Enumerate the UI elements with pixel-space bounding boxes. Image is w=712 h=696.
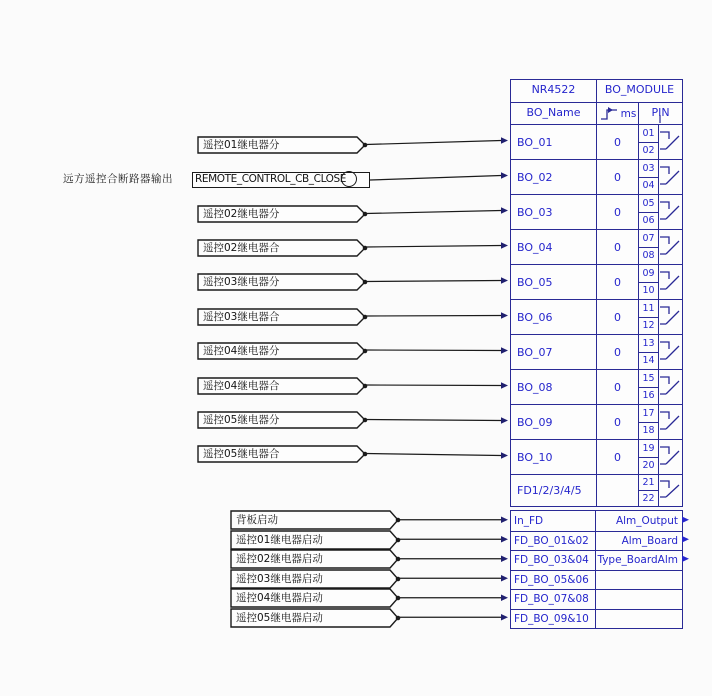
signal-wire — [370, 176, 501, 181]
pin-number: 19 — [639, 440, 658, 458]
signal-tag[interactable] — [230, 549, 402, 569]
input-arrow-icon — [501, 277, 508, 283]
input-arrow-icon — [501, 536, 508, 542]
pin-number: 04 — [642, 180, 655, 192]
sub-row — [511, 609, 682, 629]
sub-output-name: Type_BoardAlm — [597, 554, 678, 567]
signal-wire — [366, 246, 501, 248]
input-arrow-icon — [501, 242, 508, 248]
input-arrow-icon — [501, 614, 508, 620]
ms-label: ms — [620, 107, 637, 120]
sub-row — [511, 589, 682, 609]
signal-wire — [366, 281, 501, 282]
contact-cell — [659, 405, 682, 439]
sub-output-name — [596, 571, 682, 590]
tag-label: 遥控03继电器启动 — [236, 572, 323, 585]
sub-output-name: Alm_Output — [615, 514, 678, 527]
signal-tag[interactable] — [197, 445, 369, 463]
bo-name: BO_04 — [511, 230, 597, 264]
tag-label: 遥控05继电器分 — [203, 414, 280, 426]
signal-tag[interactable] — [230, 569, 402, 589]
bo-name: BO_09 — [511, 405, 597, 439]
bo-row — [511, 369, 682, 404]
bo-row — [511, 159, 682, 194]
signal-tag[interactable] — [197, 411, 369, 429]
signal-tag[interactable] — [197, 342, 369, 360]
signal-tag[interactable] — [230, 588, 402, 608]
signal-tag[interactable] — [197, 273, 369, 291]
bo-name: BO_05 — [511, 265, 597, 299]
ms-value: 0 — [597, 370, 639, 404]
left-annotation-text: 远方遥控合断路器输出 — [63, 173, 173, 185]
input-arrow-icon — [501, 312, 508, 318]
signal-tag[interactable] — [230, 530, 402, 550]
signal-tag[interactable] — [197, 136, 369, 154]
ms-value: 0 — [597, 335, 639, 369]
tag-label: 遥控04继电器合 — [203, 379, 280, 392]
tag-label: 遥控03继电器分 — [203, 276, 280, 288]
contact-cell — [659, 125, 682, 159]
tag-label: 遥控01继电器启动 — [236, 533, 323, 546]
column-header-row — [511, 102, 682, 124]
bo-row — [511, 299, 682, 334]
signal-wire — [366, 420, 501, 421]
bo-module-block[interactable] — [510, 79, 683, 507]
pin-number: 02 — [642, 145, 655, 157]
fd-sub-block[interactable] — [510, 510, 683, 629]
module-model: NR4522 — [511, 80, 597, 102]
bo-name: BO_06 — [511, 300, 597, 334]
sub-row — [511, 531, 682, 551]
input-arrow-icon — [501, 517, 508, 523]
pin-number: 12 — [642, 320, 655, 332]
bo-name: BO_01 — [511, 125, 597, 159]
pin-number: 13 — [639, 335, 658, 353]
tag-label: 遥控01继电器分 — [203, 139, 280, 151]
sub-output-name — [596, 610, 682, 629]
ms-value: 0 — [597, 160, 639, 194]
signal-tag[interactable] — [197, 377, 369, 395]
tag-label: 遥控05继电器启动 — [236, 611, 323, 624]
ms-value: 0 — [597, 405, 639, 439]
col-header-pin: PIN — [651, 106, 670, 119]
col-header-ms — [597, 103, 639, 124]
contact-cell — [659, 160, 682, 194]
pin-number: 17 — [639, 405, 658, 423]
ms-value: 0 — [597, 195, 639, 229]
pin-number: 06 — [642, 215, 655, 227]
sub-row — [511, 511, 682, 531]
tag-label: 遥控02继电器启动 — [236, 553, 323, 565]
bo-name: BO_08 — [511, 370, 597, 404]
col-header-bo-name: BO_Name — [511, 103, 597, 124]
ms-value: 0 — [597, 265, 639, 299]
fd-name: FD1/2/3/4/5 — [511, 475, 597, 506]
signal-wire — [366, 316, 501, 317]
bo-row — [511, 194, 682, 229]
output-arrow-icon — [682, 536, 689, 542]
pin-number: 21 — [639, 475, 658, 491]
tag-label: 遥控03继电器合 — [203, 310, 280, 323]
input-arrow-icon — [501, 595, 508, 601]
input-arrow-icon — [501, 556, 508, 562]
output-arrow-icon — [682, 517, 689, 523]
contact-cell — [659, 370, 682, 404]
signal-wire — [366, 141, 501, 145]
tag-label: 背板启动 — [236, 514, 278, 526]
contact-cell — [659, 440, 682, 474]
tag-label: REMOTE_CONTROL_CB_CLOSE — [195, 173, 347, 185]
bo-row — [511, 334, 682, 369]
signal-tag[interactable] — [230, 510, 402, 530]
signal-tag[interactable] — [197, 308, 369, 326]
input-arrow-icon — [501, 382, 508, 388]
ms-value: 0 — [597, 230, 639, 264]
ms-value: 0 — [597, 125, 639, 159]
contact-cell — [659, 300, 682, 334]
pin-number: 03 — [639, 160, 658, 178]
bo-name: BO_02 — [511, 160, 597, 194]
sub-input-name: FD_BO_09&10 — [511, 610, 596, 629]
pin-number: 16 — [642, 390, 655, 402]
input-arrow-icon — [501, 172, 508, 178]
ms-value: 0 — [597, 440, 639, 474]
module-type: BO_MODULE — [604, 83, 675, 96]
pin-number: 07 — [639, 230, 658, 248]
bo-row — [511, 404, 682, 439]
bo-row — [511, 264, 682, 299]
input-arrow-icon — [501, 452, 508, 458]
sub-input-name: In_FD — [511, 511, 596, 531]
remote-control-tag[interactable] — [192, 172, 370, 188]
input-arrow-icon — [501, 575, 508, 581]
sub-row — [511, 570, 682, 590]
tag-label: 遥控02继电器分 — [203, 208, 280, 220]
connection-circle-icon — [341, 171, 357, 187]
output-arrow-icon — [682, 556, 689, 562]
tag-label: 遥控02继电器合 — [203, 241, 280, 254]
input-arrow-icon — [501, 347, 508, 353]
sub-row — [511, 550, 682, 570]
signal-tag[interactable] — [230, 608, 402, 628]
input-arrow-icon — [501, 417, 508, 423]
signal-wire — [366, 211, 501, 214]
sub-input-name: FD_BO_07&08 — [511, 590, 596, 609]
pin-number: 11 — [639, 300, 658, 318]
sub-output-name: Alm_Board — [621, 534, 678, 547]
bo-row — [511, 124, 682, 159]
tag-label: 遥控05继电器合 — [203, 448, 280, 460]
signal-wire — [366, 350, 501, 351]
pin-number: 01 — [639, 125, 658, 143]
sub-input-name: FD_BO_01&02 — [511, 532, 596, 551]
tag-label: 遥控04继电器分 — [203, 344, 280, 357]
input-arrow-icon — [501, 207, 508, 213]
pin-number: 20 — [642, 460, 655, 472]
contact-cell — [659, 265, 682, 299]
signal-tag[interactable] — [197, 205, 369, 223]
bo-name: BO_03 — [511, 195, 597, 229]
module-header-row — [511, 80, 682, 102]
bo-row — [511, 439, 682, 474]
bo-name: BO_10 — [511, 440, 597, 474]
input-arrow-icon — [501, 137, 508, 143]
pin-number: 18 — [642, 425, 655, 437]
contact-cell — [659, 195, 682, 229]
bo-name: BO_07 — [511, 335, 597, 369]
sub-input-name: FD_BO_05&06 — [511, 571, 596, 590]
sub-output-name — [596, 590, 682, 609]
contact-cell — [659, 475, 682, 506]
rising-edge-icon — [599, 105, 620, 123]
signal-wire — [366, 385, 501, 386]
sub-input-name: FD_BO_03&04 — [511, 551, 596, 570]
ms-value — [597, 475, 639, 506]
pin-number: 10 — [642, 285, 655, 297]
contact-cell — [659, 335, 682, 369]
pin-number: 22 — [642, 493, 655, 504]
pin-number: 05 — [639, 195, 658, 213]
pin-number: 14 — [642, 355, 655, 367]
fd-row — [511, 474, 682, 506]
bo-row — [511, 229, 682, 264]
pin-number: 09 — [639, 265, 658, 283]
contact-cell — [659, 230, 682, 264]
pin-number: 15 — [639, 370, 658, 388]
signal-tag[interactable] — [197, 239, 369, 257]
tag-label: 遥控04继电器启动 — [236, 592, 323, 604]
pin-number: 08 — [642, 250, 655, 262]
ms-value: 0 — [597, 300, 639, 334]
signal-wire — [366, 454, 501, 456]
